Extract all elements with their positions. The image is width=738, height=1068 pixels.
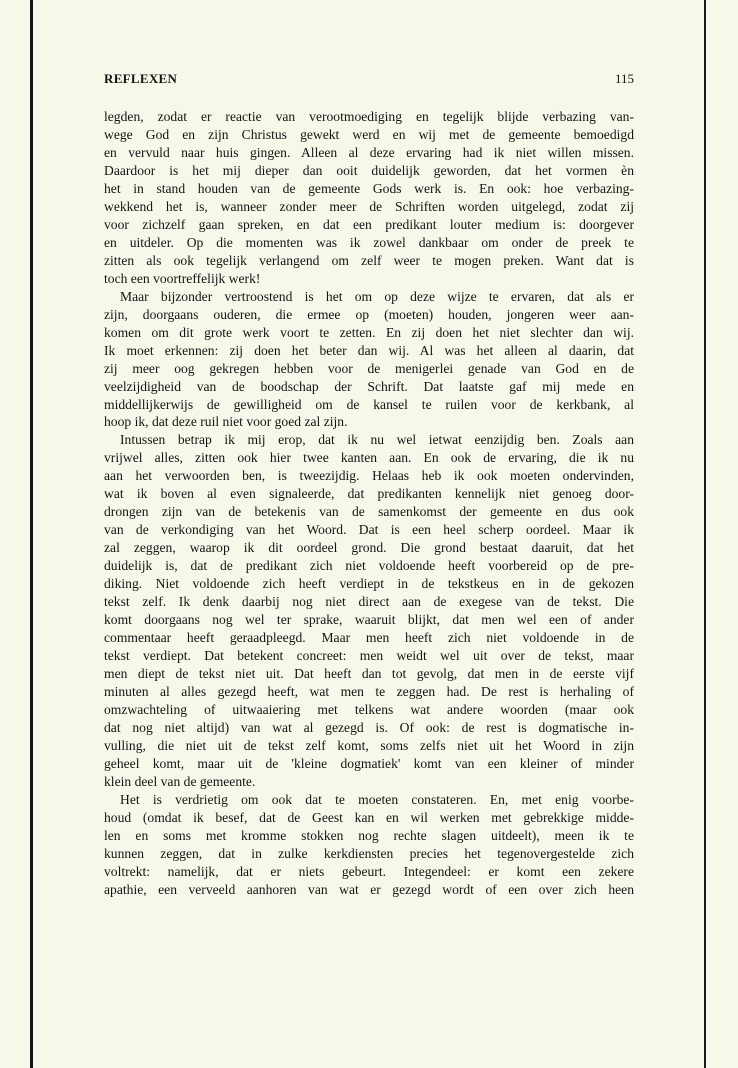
text-line: wat ik boven al even signaleerde, dat predikanten kennelijk niet genoeg door- (104, 486, 634, 502)
scan-edge-left (30, 0, 33, 1068)
text-line: dat nog niet altijd) van wat al gezegd is. Of ook: de rest is dogmatische in- (104, 719, 634, 735)
text-line: het in stand houden van de gemeente Gods werk is. En ook: hoe verbazing- (104, 180, 634, 196)
text-line: commentaar heeft geraadpleegd. Maar men heeft zich niet voldoende in de (104, 630, 634, 646)
text-line: aan het verwoorden ben, is tweezijdig. Helaas heb ik ook moeten ondervinden, (104, 468, 634, 484)
text-line: veelzijdigheid van de boodschap der Schrift. Dat laatste gaf mij mede en (104, 378, 634, 394)
text-line: duidelijk is, dat de predikant zich niet voldoende heeft voorbereid op de pre- (104, 558, 634, 574)
text-line: len en soms met kromme stokken nog rechte slagen uitdeelt), meen ik te (104, 827, 634, 843)
text-line: houd (omdat ik besef, dat de Geest kan en wil werken met gebrekkige midde- (104, 809, 634, 825)
text-line: omzwachteling of uitwaaiering met telkens wat andere woorden (maar ook (104, 701, 634, 717)
scan-edge-right (704, 0, 706, 1068)
text-line: kunnen zeggen, dat in zulke kerkdiensten precies het tegenovergestelde zich (104, 845, 634, 861)
text-line: vulling, die niet uit de tekst zelf komt, soms zelfs niet uit het Woord in zijn (104, 737, 634, 753)
text-line: men diept de tekst niet uit. Dat heeft dan tot gevolg, dat men in de eerste vijf (104, 666, 634, 682)
text-line: zijn, doorgaans ouderen, die ermee op (moeten) houden, jongeren weer aan- (104, 306, 634, 322)
text-line: zal zeggen, waarop ik dit oordeel grond. Die grond bestaat daaruit, dat het (104, 540, 634, 556)
text-line: tekst verdiept. Dat betekent concreet: men weidt wel uit over de tekst, maar (104, 648, 634, 664)
page-number: 115 (614, 71, 634, 86)
text-line: diking. Niet voldoende zich heeft verdiept in de tekstkeus en in de gekozen (104, 576, 634, 592)
text-line: apathie, een verveeld aanhoren van wat er gezegd wordt of een over zich heen (104, 881, 634, 897)
body-text (104, 108, 634, 899)
text-line: middellijkerwijs de gewilligheid om de kansel te ruilen voor de kerkbank, al (104, 396, 634, 412)
text-line: klein deel van de gemeente. (104, 773, 256, 789)
text-line: toch een voortreffelijk werk! (104, 270, 261, 286)
text-line: tekst zelf. Ik denk daarbij nog niet direct aan de exegese van de tekst. Die (104, 594, 634, 610)
text-line: wekkend het is, wanneer zonder meer de Schriften worden uitgelegd, zodat zij (104, 198, 634, 214)
text-line: van de verkondiging van het Woord. Dat is een heel scherp oordeel. Maar ik (104, 522, 634, 538)
text-line: voltrekt: namelijk, dat er niets gebeurt. Integendeel: er komt een zekere (104, 863, 634, 879)
running-header (104, 71, 634, 91)
running-title: REFLEXEN (104, 71, 178, 86)
text-line: Daardoor is het mij dieper dan ooit duidelijk geworden, dat het vormen èn (104, 162, 634, 178)
text-line: voor zichzelf gaan spreken, en dat een predikant louter medium is: doorgever (104, 216, 634, 232)
text-line: drongen zijn van de betekenis van de samenkomst der gemeente en dus ook (104, 504, 634, 520)
text-line: legden, zodat er reactie van verootmoediging en tegelijk blijde verbazing van- (104, 109, 634, 124)
text-line: Intussen betrap ik mij erop, dat ik nu wel ietwat eenzijdig ben. Zoals aan (120, 432, 634, 448)
text-line: vrijwel alles, zitten ook hier twee kanten aan. En ook de ervaring, die ik nu (104, 450, 634, 466)
text-line: minuten al alles gezegd heeft, wat men te zeggen had. De rest is herhaling of (104, 684, 634, 699)
text-line: zij meer oog gekregen hebben voor de menigerlei genade van God en de (104, 360, 634, 376)
text-line: hoop ik, dat deze ruil niet voor goed zal zijn. (104, 414, 348, 430)
text-line: en vervuld naar huis gingen. Alleen al deze ervaring had ik niet willen missen. (104, 144, 634, 160)
text-line: Maar bijzonder vertroostend is het om op deze wijze te ervaren, dat als er (120, 288, 634, 304)
text-line: wege God en zijn Christus gewekt werd en wij met de gemeente bemoedigd (104, 126, 634, 142)
text-line: Het is verdrietig om ook dat te moeten constateren. En, met enig voorbe- (120, 791, 634, 807)
text-line: en uitdeler. Op die momenten was ik zowel dankbaar om onder de preek te (104, 234, 634, 250)
text-line: zitten als ook tegelijk verlangend om zelf weer te mogen preken. Want dat is (104, 252, 634, 268)
text-line: Ik moet erkennen: zij doen het beter dan wij. Al was het alleen al daarin, dat (104, 342, 634, 358)
text-line: geheel komt, maar uit de 'kleine dogmatiek' komt van een kleiner of minder (104, 755, 634, 771)
text-line: komen om dit grote werk voort te zetten. En zij doen het niet slechter dan wij. (104, 324, 634, 340)
text-line: komt doorgaans nog wel ter sprake, waaruit blijkt, dat men wel een of ander (104, 612, 634, 628)
